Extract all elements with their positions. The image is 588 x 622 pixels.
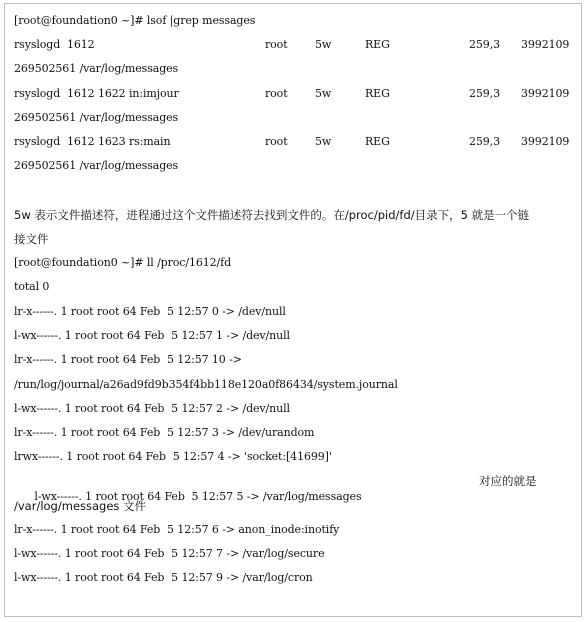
lsof-path: 269502561 /var/log/messages — [14, 111, 179, 124]
fd-entry: lrwx------. 1 root root 64 Feb 5 12:57 4 -> 'socket:[41699]' — [14, 450, 332, 463]
fd-entry: lr-x------. 1 root root 64 Feb 5 12:57 3 -> /dev/urandom — [14, 426, 315, 439]
fd-entry: l-wx------. 1 root root 64 Feb 5 12:57 7 -> /var/log/secure — [14, 547, 325, 560]
fd-entry-messages: l-wx------. 1 root root 64 Feb 5 12:57 5 -> /var/log/messages 对应的就是 — [34, 474, 537, 503]
fd-entry: lr-x------. 1 root root 64 Feb 5 12:57 6 -> anon_inode:inotify — [14, 523, 340, 536]
lsof-path: 269502561 /var/log/messages — [14, 159, 179, 172]
fd-entry-target: /run/log/journal/a26ad9fd9b354f4bb118e120a0f86434/system.journal — [14, 378, 398, 391]
fd-entry: lr-x------. 1 root root 64 Feb 5 12:57 10 -> — [14, 353, 242, 366]
document-frame — [4, 3, 582, 617]
command-line-lsof: [root@foundation0 ~]# lsof |grep messages — [14, 14, 256, 27]
fd-entry: l-wx------. 1 root root 64 Feb 5 12:57 9 -> /var/log/cron — [14, 571, 313, 584]
fd-entry: l-wx------. 1 root root 64 Feb 5 12:57 1 -> /dev/null — [14, 329, 290, 342]
lsof-row: rsyslogd 1612 1623 rs:main root 5w REG 259,3 3992109 — [14, 135, 570, 148]
explanation-text: 5w 表示文件描述符，进程通过这个文件描述符去找到文件的。在/proc/pid/fd/目录下，5 就是一个链 — [14, 208, 530, 222]
total-line: total 0 — [14, 280, 50, 293]
fd-entry: lr-x------. 1 root root 64 Feb 5 12:57 0 -> /dev/null — [14, 305, 286, 318]
explanation-text-cont: 接文件 — [14, 232, 49, 246]
annotation-note: 对应的就是 — [479, 474, 537, 488]
command-line-ll: [root@foundation0 ~]# ll /proc/1612/fd — [14, 256, 232, 269]
lsof-row: rsyslogd 1612 1622 in:imjour root 5w REG 259,3 3992109 — [14, 87, 570, 100]
lsof-path: 269502561 /var/log/messages — [14, 62, 179, 75]
lsof-row: rsyslogd 1612 root 5w REG 259,3 3992109 — [14, 38, 570, 51]
annotation-note-cont: /var/log/messages 文件 — [14, 499, 147, 513]
fd-entry: l-wx------. 1 root root 64 Feb 5 12:57 2 -> /dev/null — [14, 402, 290, 415]
